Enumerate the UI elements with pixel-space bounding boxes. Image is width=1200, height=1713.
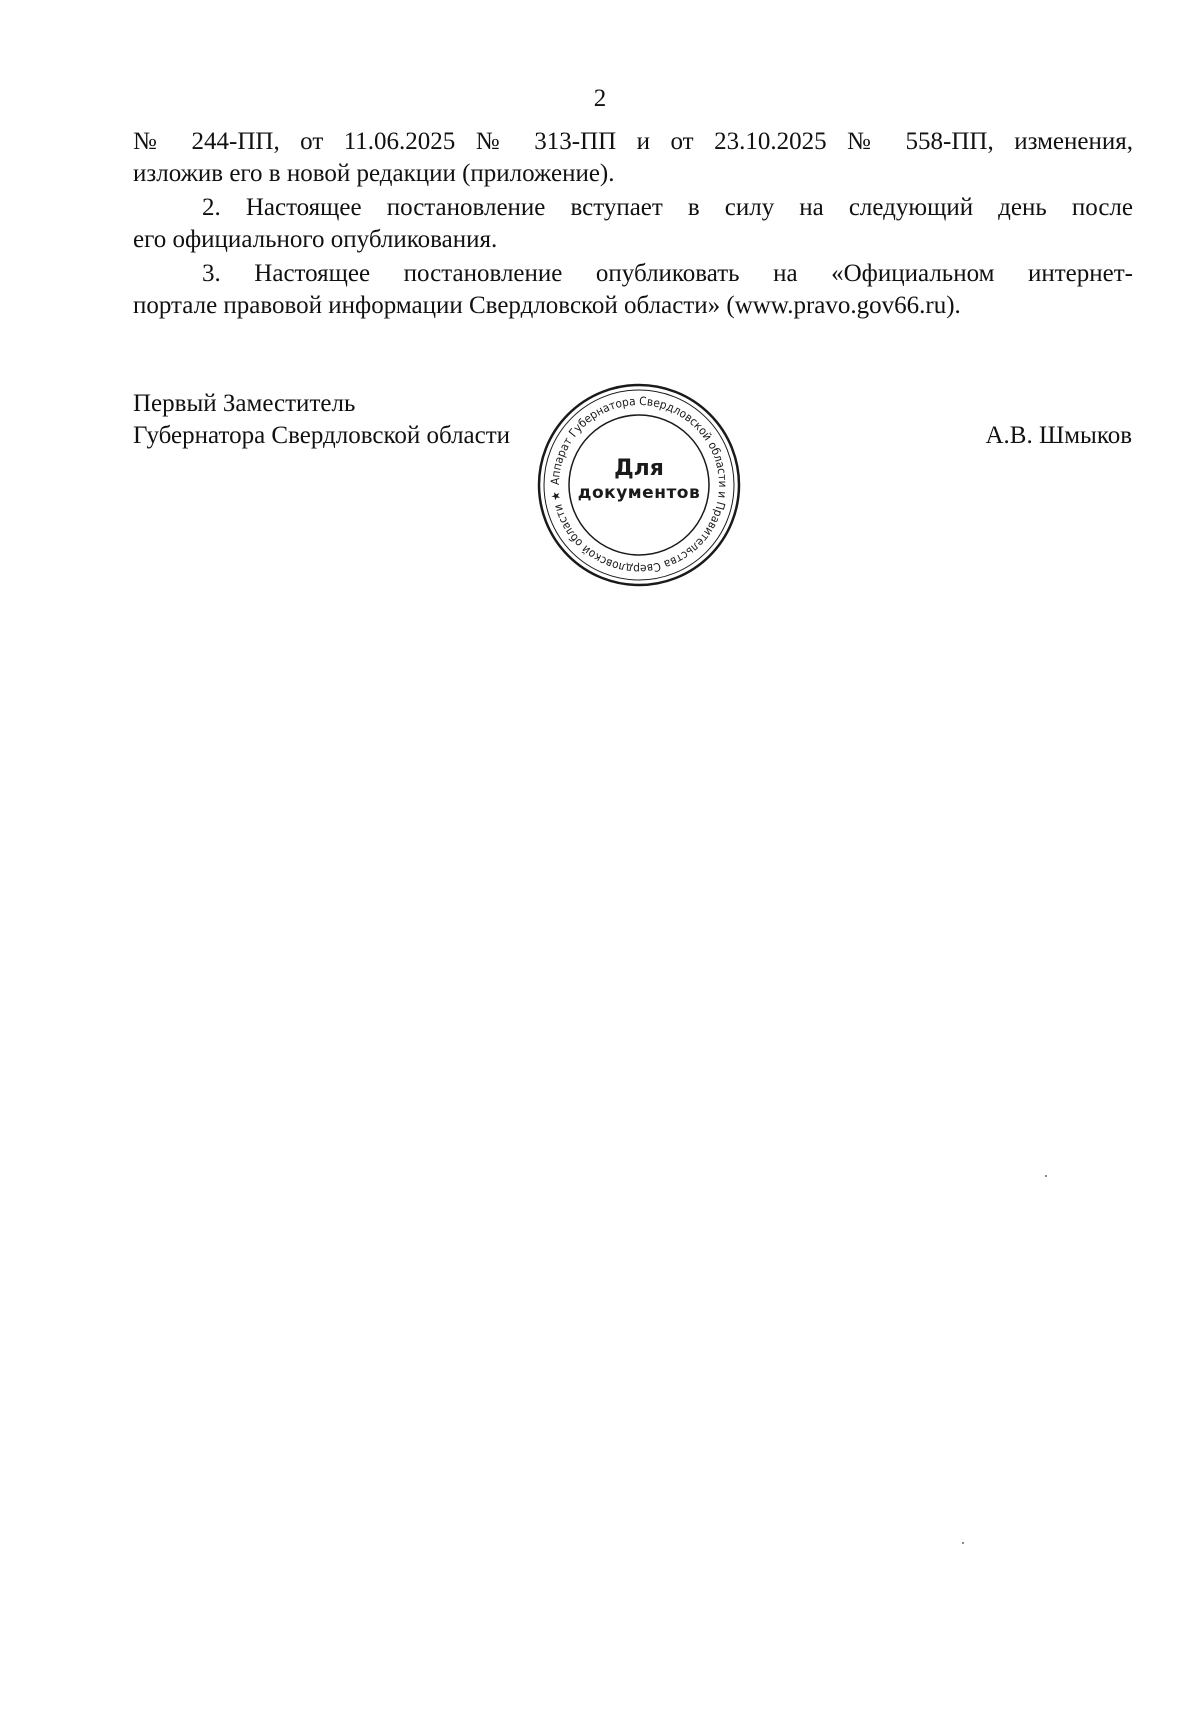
- page-number: 2: [593, 85, 607, 112]
- signatory-name: А.В. Шмыков: [985, 422, 1132, 449]
- paragraph-3-line-2: портале правовой информации Свердловской области» (www.pravo.gov66.ru).: [133, 292, 961, 319]
- official-stamp: [536, 382, 742, 588]
- paragraph-3-line-1: 3. Настоящее постановление опубликовать на «Официальном интернет-: [202, 260, 1133, 287]
- signature-position-line-1: Первый Заместитель: [133, 390, 356, 417]
- paragraph-1: [133, 126, 1133, 190]
- paragraph-1-line-1: № 244-ПП, от 11.06.2025 № 313-ПП и от 23.10.2025 № 558-ПП, изменения,: [133, 128, 1133, 155]
- paragraph-1-line-2: изложив его в новой редакции (приложение).: [133, 160, 615, 187]
- stamp-center-text: [536, 456, 742, 504]
- signature-position: [133, 388, 510, 452]
- paragraph-2-line-1: 2. Настоящее постановление вступает в силу на следующий день после: [202, 194, 1133, 221]
- paragraph-2-line-2: его официального опубликования.: [133, 226, 498, 253]
- paragraph-2: [133, 192, 1133, 256]
- paragraph-3: [133, 258, 1133, 322]
- scan-speck: [962, 1542, 964, 1544]
- scan-speck: [1045, 1175, 1047, 1177]
- signature-position-line-2: Губернатора Свердловской области: [133, 422, 511, 449]
- stamp-ring-text: Аппарат Губернатора Свердловской области и Правительства Свердловской области ★: [547, 393, 731, 577]
- stamp-center-line-1: Для: [614, 456, 664, 481]
- stamp-center-line-2: документов: [577, 483, 701, 503]
